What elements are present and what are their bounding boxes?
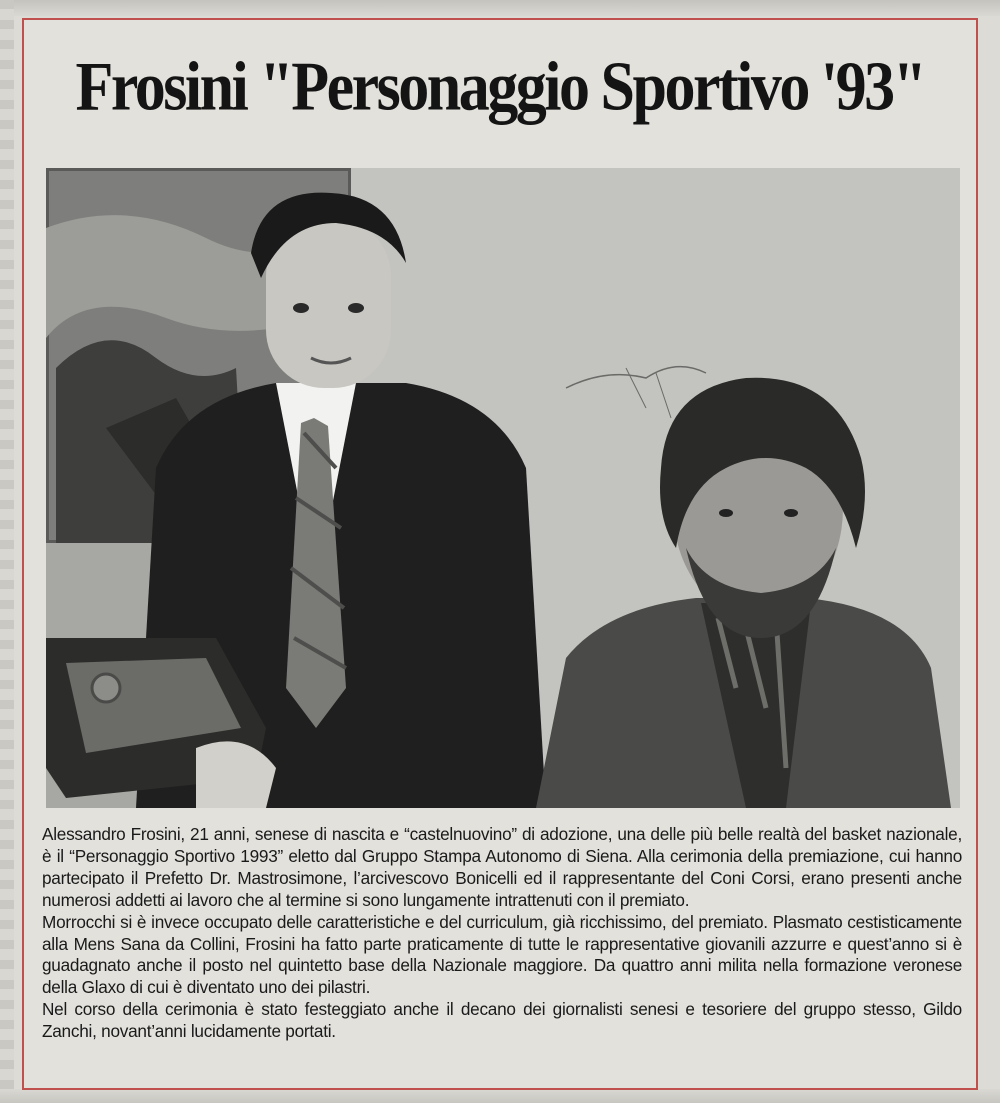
- article-box: [22, 18, 978, 1090]
- photograph-two-men-award-icon: [46, 168, 960, 808]
- photograph: [46, 168, 960, 808]
- page-edge-left: [0, 0, 14, 1103]
- headline: Frosini "Personaggio Sportivo '93": [75, 48, 925, 126]
- page-edge-top: [0, 0, 1000, 16]
- page-edge-bottom: [0, 1089, 1000, 1103]
- caption-paragraph-1: Alessandro Frosini, 21 anni, senese di nascita e “castelnuovino” di adozione, una delle più belle realtà del basket nazionale, è il “Personaggio Sportivo 1993” eletto dal Gruppo Stampa Autonomo di Siena. Alla cerimonia della premiazione, cui hanno partecipato il Prefetto Dr. Mastrosimone, l’arcivescovo Bonicelli ed il rappresentante del Coni Corsi, erano presenti anche numerosi addetti ai lavoro che al termine si sono lungamente intrattenuti con il premiato.: [42, 824, 962, 910]
- photo-caption: [42, 824, 962, 1043]
- caption-paragraph-2: Morrocchi si è invece occupato delle caratteristiche e del curriculum, già ricchissimo, del premiato. Plasmato cestisticamente alla Mens Sana da Collini, Frosini ha fatto parte praticamente di tutte le rappresentative giovanili azzurre e quest’anno si è guadagnato anche il posto nel quintetto base della Nazionale maggiore. Da quattro anni milita nella formazione veronese della Glaxo di cui è diventato uno dei pilastri.: [42, 911, 962, 998]
- caption-paragraph-3: Nel corso della cerimonia è stato festeggiato anche il decano dei giornalisti senesi e tesoriere del gruppo stesso, Gildo Zanchi, novant’anni lucidamente portati.: [42, 999, 962, 1042]
